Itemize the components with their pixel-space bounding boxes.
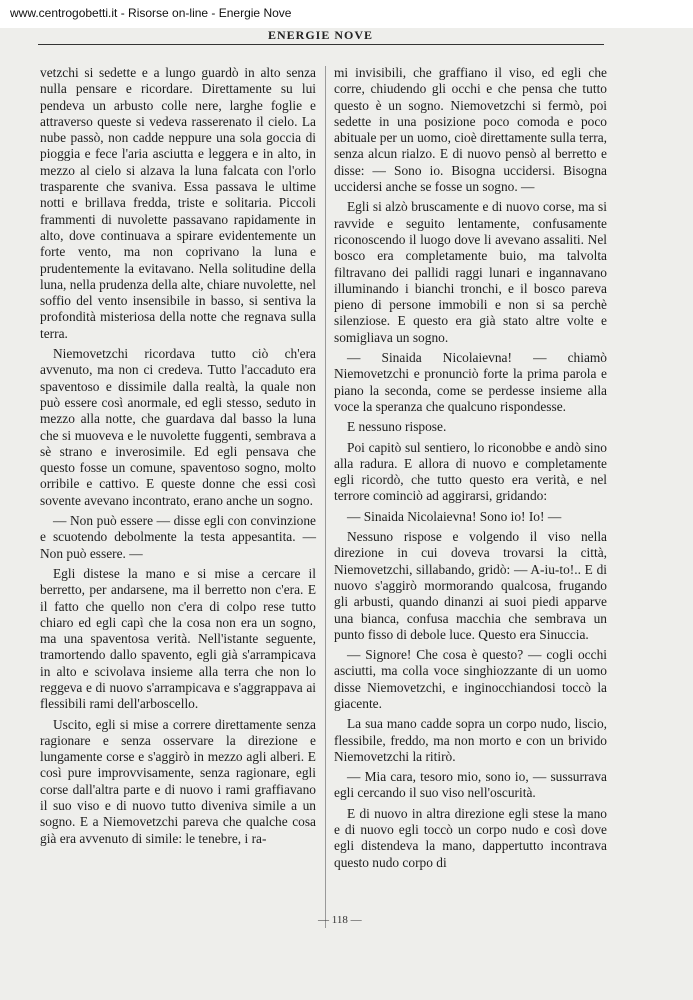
column-divider: [325, 66, 326, 928]
paragraph: La sua mano cadde sopra un corpo nudo, liscio, flessibile, freddo, ma non morto e con un brivido Niemovetzchi la ritirò.: [334, 716, 607, 764]
source-banner: [0, 0, 693, 28]
paragraph: — Mia cara, tesoro mio, sono io, — sussurrava egli cercando il suo viso nell'oscurità.: [334, 769, 607, 801]
header-rule: [38, 44, 604, 45]
paragraph: Niemovetzchi ricordava tutto ciò ch'era avvenuto, ma non ci credeva. Tutto l'accaduto era spaventoso e dissimile dalla realtà, la quale non può essere così anormale, ed egli stesso, seduto in mezzo alla notte, che guardava dal basso la luna che si muoveva e le nuvolette fuggenti, sembrava a sè strano e inverosimile. Ed egli pensava che questo fosse un comune, spaventoso sogno, molto orribile e cattivo. E queste donne che essi così sovente avevano incontrato, erano anche un sogno.: [40, 346, 316, 508]
paragraph: — Signore! Che cosa è questo? — cogli occhi asciutti, ma colla voce singhiozzante di un uomo disse Niemovetzchi, e inginocchiandosi toccò la giacente.: [334, 647, 607, 711]
paragraph: — Sinaida Nicolaievna! Sono io! Io! —: [347, 508, 562, 524]
paragraph: vetzchi si sedette e a lungo guardò in alto senza nulla pensare e ricordare. Direttamente su lui pendeva un arbusto colle nere, larghe foglie e attraverso queste si vedeva rasserenato il cielo. La nube passò, non cadde neppure una sola goccia di pioggia e fece l'aria asciutta e leggera e in alto, in mezzo al cielo si alzava la luna falcata con l'orlo trasparente che svaniva. Essa passava le ultime notti e brillava fredda, triste e solitaria. Piccoli frammenti di nuvolette passavano rapidamente in alto, dove continuava a spirare evidentemente un forte vento, ma non coprivano la luna e prudentemente la evitavano. Nella solitudine della luna, nella prudenza della alte, chiare nuvolette, nel soffio del vento insensibile in basso, si sentiva la profondità misteriosa della notte che regnava sulla terra.: [40, 65, 316, 341]
running-header-title: ENERGIE NOVE: [262, 28, 379, 43]
paragraph: Egli distese la mano e si mise a cercare il berretto, per andarsene, ma il berretto non c'era. E il fatto che quello non c'era di colpo rese tutto chiaro ed egli capì che la cosa non era un sogno, ma una spaventosa verità. Nell'istante seguente, tramortendo dallo spavento, egli già s'arrampicava in alto e scivolava insieme alla terra che non lo reggeva e di nuovo s'arrampicava e s'aggrappava ai flessibili rami dell'arboscello.: [40, 565, 316, 712]
paragraph: E nessuno rispose.: [347, 419, 447, 435]
left-text-column: [40, 65, 316, 851]
paragraph: mi invisibili, che graffiano il viso, ed egli che corre, chiudendo gli occhi e che pensa che tutto questo è un sogno. Niemovetzchi si fermò, poi sedette in una posizione poco comoda e poco abituale per un uomo, cioè direttamente sulla terra, senza alcun rialzo. E di nuovo pensò al berretto e disse: — Sono io. Bisogna uccidersi. Bisogna uccidersi anche se fosse un sogno. —: [334, 65, 607, 195]
paragraph: Uscito, egli si mise a correre direttamente senza ragionare e senza osservare la direzione e lungamente corse e s'aggirò in mezzo agli alberi. E così pure improvvisamente, senza ragionare, egli corse dall'altra parte e di nuovo i rami graffiavano il suo viso e di nuovo tutto diveniva simile a un sogno. E a Niemovetzchi pareva che qualche cosa già era avvenuto di simile: le tenebre, i ra-: [40, 716, 316, 846]
document-page: [0, 28, 693, 1000]
paragraph: Egli si alzò bruscamente e di nuovo corse, ma si ravvide e seguito lentamente, confusamente riconoscendo il luogo dove li avevano assaliti. Nel bosco era completamente buio, ma talvolta filtravano dei pallidi raggi lunari e ingannavano illuminando i bianchi tronchi, e il bosco pareva pieno di persone immobili e non si sa perchè silenziose. E questo era già stato altre volte e somigliava un sogno.: [334, 199, 607, 345]
paragraph: — Non può essere — disse egli con convinzione e scuotendo debolmente la testa appesantita. — Non può essere. —: [40, 513, 316, 561]
right-text-column: [334, 65, 607, 875]
page-number: — 118 —: [318, 914, 362, 926]
paragraph: Poi capitò sul sentiero, lo riconobbe e andò sino alla radura. E allora di nuovo e completamente egli ricordò, che tutto questo era verità, e nel terrore cominciò ad aggirarsi, gridando:: [334, 439, 607, 504]
paragraph: Nessuno rispose e volgendo il viso nella direzione in cui doveva trovarsi la città, Niemovetzchi, sillabando, gridò: — A-iu-to!.. E di nuovo s'aggirò mormorando qualcosa, frugando gli arbusti, quando dinanzi ai suoi piedi apparve una bianca, confusa macchia che sembrava un punto fisso di debole luce. Questo era Sinuccia.: [334, 529, 607, 642]
paragraph: E di nuovo in altra direzione egli stese la mano e di nuovo egli toccò un corpo nudo e così dove egli distendeva la mano, dappertutto incontrava questo nudo corpo di: [334, 805, 607, 870]
paragraph: — Sinaida Nicolaievna! — chiamò Niemovetzchi e pronunciò forte la prima parola e piano la seconda, come se perdesse insieme alla voce la speranza che qualcuno rispondesse.: [334, 350, 607, 414]
source-banner-text: www.centrogobetti.it - Risorse on-line - Energie Nove: [10, 6, 292, 20]
